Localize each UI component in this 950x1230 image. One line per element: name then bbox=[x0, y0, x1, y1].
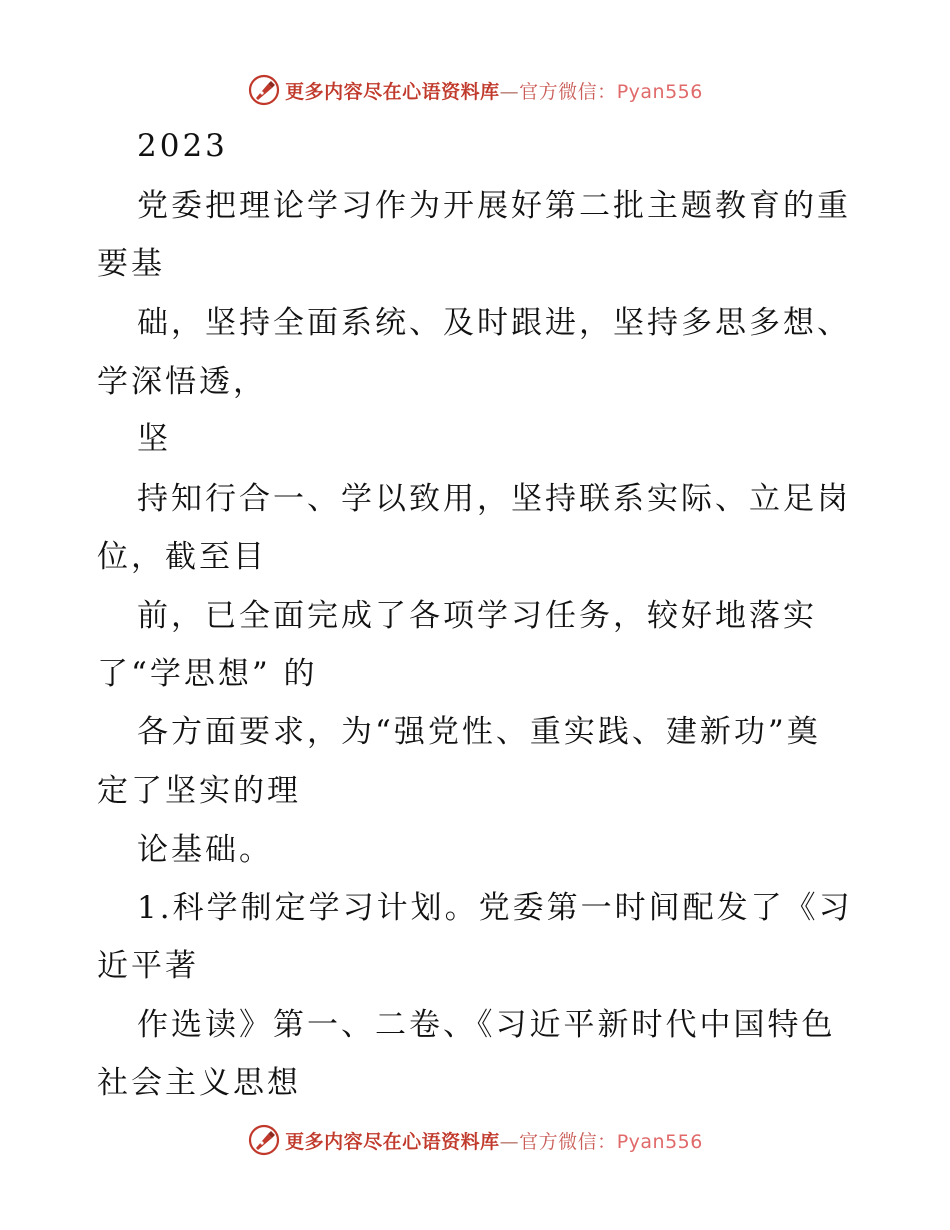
document-line: 学深悟透， bbox=[97, 364, 267, 400]
watermark-text bbox=[285, 1127, 703, 1154]
watermark-brand: 更多内容尽在心语资料库 bbox=[285, 80, 500, 103]
watermark-contact-label: 官方微信： bbox=[519, 1130, 617, 1153]
document-line: 础，坚持全面系统、及时跟进，坚持多思多想、 bbox=[137, 305, 851, 341]
pen-nib-logo-icon bbox=[247, 73, 281, 107]
watermark-text bbox=[285, 77, 703, 104]
document-line: 作选读》第一、二卷、《习近平新时代中国特色 bbox=[137, 1007, 836, 1043]
watermark-separator: — bbox=[499, 80, 520, 103]
watermark-footer bbox=[0, 1122, 950, 1158]
document-line: 各方面要求，为“强党性、重实践、建新功”奠 bbox=[137, 714, 821, 750]
watermark-contact-label: 官方微信： bbox=[519, 80, 617, 103]
watermark-brand: 更多内容尽在心语资料库 bbox=[285, 1130, 500, 1153]
pen-nib-logo-icon bbox=[247, 1123, 281, 1157]
document-line: 1.科学制定学习计划。党委第一时间配发了《习 bbox=[137, 890, 853, 926]
document-line: 持知行合一、学以致用，坚持联系实际、立足岗 bbox=[137, 481, 851, 517]
watermark-wechat-id: Pyan556 bbox=[616, 1130, 703, 1153]
document-line: 坚 bbox=[137, 421, 171, 457]
document-line: 前，已全面完成了各项学习任务，较好地落实 bbox=[137, 598, 817, 634]
watermark-separator: — bbox=[499, 1130, 520, 1153]
watermark-header bbox=[0, 72, 950, 108]
document-line: 2023 bbox=[137, 128, 228, 164]
document-line: 要基 bbox=[97, 246, 165, 282]
document-line: 了“学思想” 的 bbox=[97, 656, 318, 692]
document-line: 社会主义思想 bbox=[97, 1065, 301, 1101]
document-line: 论基础。 bbox=[137, 832, 273, 868]
document-line: 党委把理论学习作为开展好第二批主题教育的重 bbox=[137, 188, 851, 224]
watermark-wechat-id: Pyan556 bbox=[616, 80, 703, 103]
document-line: 位，截至目 bbox=[97, 539, 267, 575]
document-line: 定了坚实的理 bbox=[97, 773, 301, 809]
document-line: 近平著 bbox=[97, 948, 199, 984]
